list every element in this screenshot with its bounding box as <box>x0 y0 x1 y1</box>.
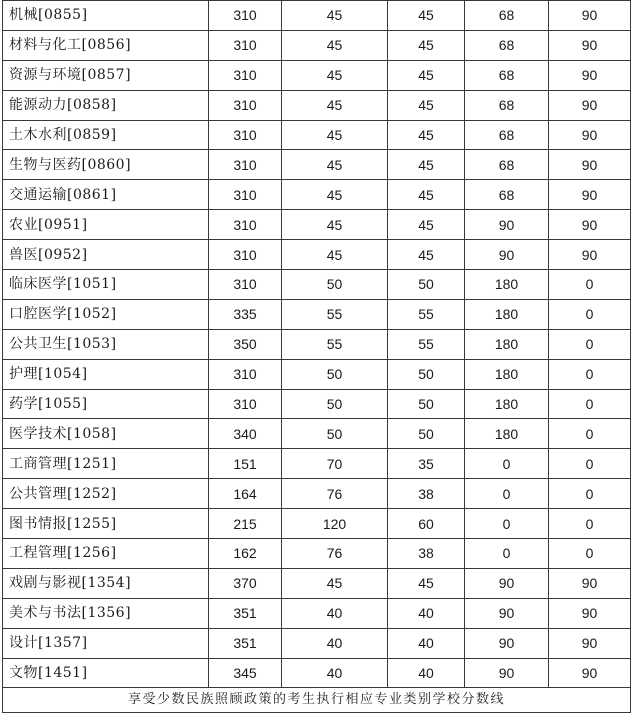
subject4-score-cell: 90 <box>549 150 631 180</box>
subject3-score-cell: 68 <box>465 30 549 60</box>
table-row <box>3 120 631 150</box>
subject1-score-cell: 120 <box>282 509 388 539</box>
table-body <box>3 1 631 713</box>
table-row <box>3 419 631 449</box>
subject2-score-cell: 45 <box>388 240 465 270</box>
subject4-score-cell: 0 <box>549 539 631 569</box>
subject3-score-cell: 180 <box>465 270 549 300</box>
table-row <box>3 180 631 210</box>
subject3-score-cell: 90 <box>465 598 549 628</box>
subject4-score-cell: 90 <box>549 240 631 270</box>
major-name-cell: 医学技术[1058] <box>3 419 209 449</box>
subject1-score-cell: 40 <box>282 658 388 688</box>
total-score-cell: 310 <box>209 389 282 419</box>
subject4-score-cell: 90 <box>549 90 631 120</box>
table-row <box>3 568 631 598</box>
subject2-score-cell: 45 <box>388 180 465 210</box>
major-name-cell: 农业[0951] <box>3 210 209 240</box>
subject2-score-cell: 45 <box>388 30 465 60</box>
subject3-score-cell: 90 <box>465 568 549 598</box>
footer-row <box>3 688 631 713</box>
subject3-score-cell: 180 <box>465 419 549 449</box>
major-name-cell: 公共管理[1252] <box>3 479 209 509</box>
major-name-cell: 设计[1357] <box>3 628 209 658</box>
total-score-cell: 215 <box>209 509 282 539</box>
major-name-cell: 图书情报[1255] <box>3 509 209 539</box>
subject3-score-cell: 90 <box>465 240 549 270</box>
major-name-cell: 工商管理[1251] <box>3 449 209 479</box>
table-row <box>3 479 631 509</box>
subject4-score-cell: 0 <box>549 419 631 449</box>
major-name-cell: 土木水利[0859] <box>3 120 209 150</box>
total-score-cell: 310 <box>209 30 282 60</box>
subject1-score-cell: 40 <box>282 598 388 628</box>
major-name-cell: 兽医[0952] <box>3 240 209 270</box>
subject2-score-cell: 50 <box>388 389 465 419</box>
total-score-cell: 310 <box>209 1 282 31</box>
total-score-cell: 310 <box>209 90 282 120</box>
major-name-cell: 公共卫生[1053] <box>3 329 209 359</box>
subject2-score-cell: 50 <box>388 359 465 389</box>
subject4-score-cell: 90 <box>549 30 631 60</box>
subject2-score-cell: 45 <box>388 60 465 90</box>
subject2-score-cell: 38 <box>388 479 465 509</box>
major-name-cell: 工程管理[1256] <box>3 539 209 569</box>
major-name-cell: 戏剧与影视[1354] <box>3 568 209 598</box>
subject4-score-cell: 90 <box>549 1 631 31</box>
subject1-score-cell: 45 <box>282 240 388 270</box>
major-name-cell: 临床医学[1051] <box>3 270 209 300</box>
score-line-table <box>2 0 631 713</box>
table-row <box>3 628 631 658</box>
table-row <box>3 30 631 60</box>
total-score-cell: 370 <box>209 568 282 598</box>
subject1-score-cell: 45 <box>282 210 388 240</box>
subject1-score-cell: 45 <box>282 60 388 90</box>
subject1-score-cell: 45 <box>282 120 388 150</box>
subject1-score-cell: 50 <box>282 419 388 449</box>
table-row <box>3 359 631 389</box>
subject3-score-cell: 68 <box>465 150 549 180</box>
subject1-score-cell: 76 <box>282 479 388 509</box>
subject3-score-cell: 0 <box>465 509 549 539</box>
subject2-score-cell: 50 <box>388 270 465 300</box>
subject4-score-cell: 0 <box>549 449 631 479</box>
total-score-cell: 345 <box>209 658 282 688</box>
subject2-score-cell: 35 <box>388 449 465 479</box>
subject2-score-cell: 45 <box>388 120 465 150</box>
table-row <box>3 1 631 31</box>
table-row <box>3 598 631 628</box>
table-row <box>3 299 631 329</box>
subject2-score-cell: 45 <box>388 210 465 240</box>
table-row <box>3 329 631 359</box>
subject4-score-cell: 90 <box>549 568 631 598</box>
subject2-score-cell: 40 <box>388 658 465 688</box>
subject4-score-cell: 90 <box>549 120 631 150</box>
subject1-score-cell: 45 <box>282 30 388 60</box>
table-row <box>3 539 631 569</box>
subject3-score-cell: 0 <box>465 539 549 569</box>
subject2-score-cell: 45 <box>388 1 465 31</box>
subject1-score-cell: 50 <box>282 389 388 419</box>
subject1-score-cell: 45 <box>282 90 388 120</box>
total-score-cell: 162 <box>209 539 282 569</box>
subject3-score-cell: 90 <box>465 210 549 240</box>
total-score-cell: 310 <box>209 210 282 240</box>
subject2-score-cell: 55 <box>388 329 465 359</box>
subject2-score-cell: 38 <box>388 539 465 569</box>
subject3-score-cell: 180 <box>465 299 549 329</box>
table-row <box>3 150 631 180</box>
major-name-cell: 资源与环境[0857] <box>3 60 209 90</box>
subject1-score-cell: 40 <box>282 628 388 658</box>
subject1-score-cell: 70 <box>282 449 388 479</box>
major-name-cell: 护理[1054] <box>3 359 209 389</box>
total-score-cell: 164 <box>209 479 282 509</box>
subject3-score-cell: 68 <box>465 60 549 90</box>
subject2-score-cell: 50 <box>388 419 465 449</box>
major-name-cell: 机械[0855] <box>3 1 209 31</box>
major-name-cell: 药学[1055] <box>3 389 209 419</box>
subject3-score-cell: 90 <box>465 628 549 658</box>
total-score-cell: 310 <box>209 359 282 389</box>
total-score-cell: 350 <box>209 329 282 359</box>
subject4-score-cell: 0 <box>549 270 631 300</box>
total-score-cell: 351 <box>209 598 282 628</box>
subject1-score-cell: 55 <box>282 299 388 329</box>
subject4-score-cell: 90 <box>549 180 631 210</box>
table-row <box>3 240 631 270</box>
subject4-score-cell: 90 <box>549 628 631 658</box>
subject4-score-cell: 0 <box>549 479 631 509</box>
total-score-cell: 310 <box>209 120 282 150</box>
table-row <box>3 658 631 688</box>
subject3-score-cell: 180 <box>465 359 549 389</box>
major-name-cell: 生物与医药[0860] <box>3 150 209 180</box>
subject2-score-cell: 45 <box>388 568 465 598</box>
subject2-score-cell: 55 <box>388 299 465 329</box>
total-score-cell: 310 <box>209 150 282 180</box>
table-row <box>3 389 631 419</box>
total-score-cell: 340 <box>209 419 282 449</box>
table-row <box>3 60 631 90</box>
subject1-score-cell: 45 <box>282 1 388 31</box>
subject3-score-cell: 180 <box>465 329 549 359</box>
major-name-cell: 材料与化工[0856] <box>3 30 209 60</box>
subject4-score-cell: 0 <box>549 389 631 419</box>
subject3-score-cell: 68 <box>465 180 549 210</box>
major-name-cell: 美术与书法[1356] <box>3 598 209 628</box>
total-score-cell: 310 <box>209 270 282 300</box>
subject1-score-cell: 45 <box>282 150 388 180</box>
total-score-cell: 151 <box>209 449 282 479</box>
table-row <box>3 90 631 120</box>
subject4-score-cell: 0 <box>549 509 631 539</box>
major-name-cell: 能源动力[0858] <box>3 90 209 120</box>
subject4-score-cell: 0 <box>549 359 631 389</box>
subject2-score-cell: 45 <box>388 150 465 180</box>
subject3-score-cell: 68 <box>465 120 549 150</box>
subject2-score-cell: 40 <box>388 628 465 658</box>
subject3-score-cell: 0 <box>465 479 549 509</box>
subject4-score-cell: 0 <box>549 329 631 359</box>
subject4-score-cell: 90 <box>549 210 631 240</box>
subject3-score-cell: 90 <box>465 658 549 688</box>
table-row <box>3 509 631 539</box>
subject4-score-cell: 90 <box>549 658 631 688</box>
total-score-cell: 310 <box>209 60 282 90</box>
table-row <box>3 210 631 240</box>
subject1-score-cell: 76 <box>282 539 388 569</box>
table-row <box>3 449 631 479</box>
subject3-score-cell: 68 <box>465 1 549 31</box>
table-row <box>3 270 631 300</box>
subject4-score-cell: 0 <box>549 299 631 329</box>
subject1-score-cell: 50 <box>282 270 388 300</box>
subject2-score-cell: 60 <box>388 509 465 539</box>
total-score-cell: 310 <box>209 240 282 270</box>
subject3-score-cell: 0 <box>465 449 549 479</box>
total-score-cell: 310 <box>209 180 282 210</box>
total-score-cell: 351 <box>209 628 282 658</box>
subject1-score-cell: 45 <box>282 568 388 598</box>
subject1-score-cell: 45 <box>282 180 388 210</box>
major-name-cell: 口腔医学[1052] <box>3 299 209 329</box>
subject4-score-cell: 90 <box>549 598 631 628</box>
subject2-score-cell: 45 <box>388 90 465 120</box>
subject2-score-cell: 40 <box>388 598 465 628</box>
total-score-cell: 335 <box>209 299 282 329</box>
major-name-cell: 交通运输[0861] <box>3 180 209 210</box>
major-name-cell: 文物[1451] <box>3 658 209 688</box>
subject3-score-cell: 180 <box>465 389 549 419</box>
subject1-score-cell: 55 <box>282 329 388 359</box>
footer-note: 享受少数民族照顾政策的考生执行相应专业类别学校分数线 <box>3 688 631 713</box>
subject4-score-cell: 90 <box>549 60 631 90</box>
subject3-score-cell: 68 <box>465 90 549 120</box>
subject1-score-cell: 50 <box>282 359 388 389</box>
